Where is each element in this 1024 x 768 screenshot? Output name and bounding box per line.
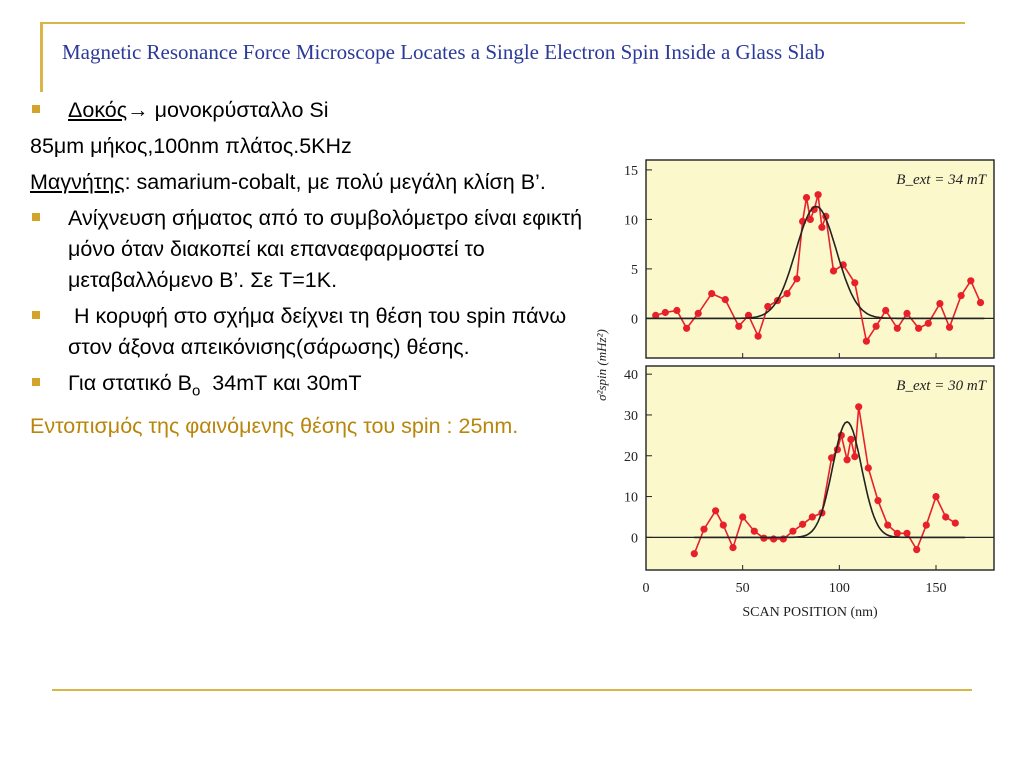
bullet-list [30, 95, 590, 447]
scan-figure [586, 154, 1002, 628]
data-point-0-32 [946, 324, 953, 331]
y-tick-label-1-0: 0 [631, 531, 638, 547]
bullet-item-static-field [30, 368, 590, 406]
x-axis-label: SCAN POSITION (nm) [742, 605, 878, 620]
peak-text: Η κορυφή στο σχήμα δείχνει τη θέση του spin πάνω στον άξονα απεικόνισης(σάρωσης) θέσης. [68, 304, 573, 359]
field-annotation-1: B_ext = 30 mT [896, 378, 986, 394]
magnet-item [30, 167, 590, 198]
data-point-1-20 [855, 403, 862, 410]
data-point-0-1 [662, 309, 669, 316]
x-tick-label-0: 0 [642, 581, 650, 596]
square-bullet-icon [32, 378, 40, 386]
data-point-1-4 [729, 544, 736, 551]
data-point-1-12 [809, 513, 816, 520]
data-point-0-34 [967, 277, 974, 284]
data-point-1-26 [913, 546, 920, 553]
y-tick-label-0-15: 15 [624, 163, 638, 179]
data-point-1-28 [932, 493, 939, 500]
data-point-0-35 [977, 299, 984, 306]
data-point-0-3 [683, 325, 690, 332]
y-tick-label-0-0: 0 [631, 312, 638, 328]
data-point-1-1 [700, 526, 707, 533]
data-point-1-17 [844, 456, 851, 463]
footer-rule [52, 689, 972, 691]
data-point-1-6 [751, 528, 758, 535]
data-point-1-18 [847, 436, 854, 443]
data-point-1-8 [770, 535, 777, 542]
title-accent-bar [40, 22, 43, 92]
y-tick-label-0-5: 5 [631, 262, 638, 278]
square-bullet-icon [32, 105, 40, 113]
data-point-0-28 [903, 310, 910, 317]
data-point-1-22 [874, 497, 881, 504]
data-point-1-9 [780, 535, 787, 542]
beam-term: Δοκός [68, 98, 128, 122]
data-point-0-4 [695, 310, 702, 317]
y-tick-label-1-20: 20 [624, 449, 638, 465]
bullet-item-detection [30, 203, 590, 296]
detection-text: Ανίχνευση σήματος από το συμβολόμετρο είναι εφικτή μόνο όταν διακοπεί και επαναεφαρμοστεί το μεταβαλλόμενο B’. Σε T=1K. [68, 206, 583, 292]
bullet-item-peak [30, 301, 590, 363]
beam-material: μονοκρύσταλλο Si [148, 98, 329, 122]
data-point-1-24 [894, 530, 901, 537]
y-tick-label-1-40: 40 [624, 368, 638, 384]
plot-area-0 [646, 160, 994, 358]
arrow-icon: → [127, 98, 149, 122]
data-point-1-11 [799, 521, 806, 528]
data-point-0-19 [818, 224, 825, 231]
data-point-0-9 [755, 333, 762, 340]
data-point-1-21 [865, 464, 872, 471]
data-point-1-2 [712, 507, 719, 514]
scan-charts-svg [586, 154, 1002, 628]
data-point-1-7 [760, 535, 767, 542]
data-point-0-23 [851, 279, 858, 286]
data-point-0-18 [815, 191, 822, 198]
data-point-1-27 [923, 522, 930, 529]
localization-conclusion: Εντοπισμός της φαινόμενης θέσης του spin : 25nm. [30, 414, 519, 439]
x-tick-label-100: 100 [828, 581, 850, 596]
field-annotation-0: B_ext = 34 mT [896, 172, 986, 188]
magnet-description: : samarium-cobalt, με πολύ μεγάλη κλίση B’. [124, 170, 546, 194]
data-point-0-6 [722, 296, 729, 303]
data-point-0-5 [708, 290, 715, 297]
data-point-1-3 [720, 522, 727, 529]
data-point-0-29 [915, 325, 922, 332]
data-point-0-21 [830, 267, 837, 274]
data-point-0-31 [936, 300, 943, 307]
data-point-1-25 [903, 530, 910, 537]
x-tick-label-150: 150 [925, 581, 947, 596]
y-tick-label-1-30: 30 [624, 408, 638, 424]
static-field-subscript: o [192, 382, 201, 400]
data-point-1-29 [942, 513, 949, 520]
data-point-0-7 [735, 323, 742, 330]
data-point-0-24 [863, 338, 870, 345]
data-point-1-5 [739, 513, 746, 520]
data-point-1-23 [884, 522, 891, 529]
slide-title: Magnetic Resonance Force Microscope Locates a Single Electron Spin Inside a Glass Slab [62, 40, 825, 64]
x-tick-label-50: 50 [735, 581, 750, 596]
data-point-0-13 [793, 275, 800, 282]
y-tick-label-1-10: 10 [624, 490, 638, 506]
static-field-values: 34mT και 30mT [200, 371, 362, 395]
data-point-1-10 [789, 528, 796, 535]
data-point-0-33 [958, 292, 965, 299]
data-point-0-30 [925, 320, 932, 327]
data-point-0-12 [784, 290, 791, 297]
data-point-1-0 [691, 550, 698, 557]
y-tick-label-0-10: 10 [624, 213, 638, 229]
y-axis-label: σ²spin (mHz²) [594, 329, 609, 401]
data-point-0-27 [894, 325, 901, 332]
data-point-0-25 [873, 323, 880, 330]
square-bullet-icon [32, 213, 40, 221]
static-field-prefix: Για στατικό B [68, 371, 193, 395]
data-point-0-15 [803, 194, 810, 201]
data-point-0-2 [673, 307, 680, 314]
title-rule [40, 22, 965, 24]
magnet-term: Μαγνήτης [30, 170, 125, 194]
plot-area-1 [646, 366, 994, 570]
square-bullet-icon [32, 311, 40, 319]
data-point-0-26 [882, 307, 889, 314]
data-point-1-30 [952, 520, 959, 527]
data-point-1-19 [851, 453, 858, 460]
beam-dimensions: 85μm μήκος,100nm πλάτος.5KHz [30, 134, 352, 158]
bullet-item-beam [30, 95, 590, 126]
